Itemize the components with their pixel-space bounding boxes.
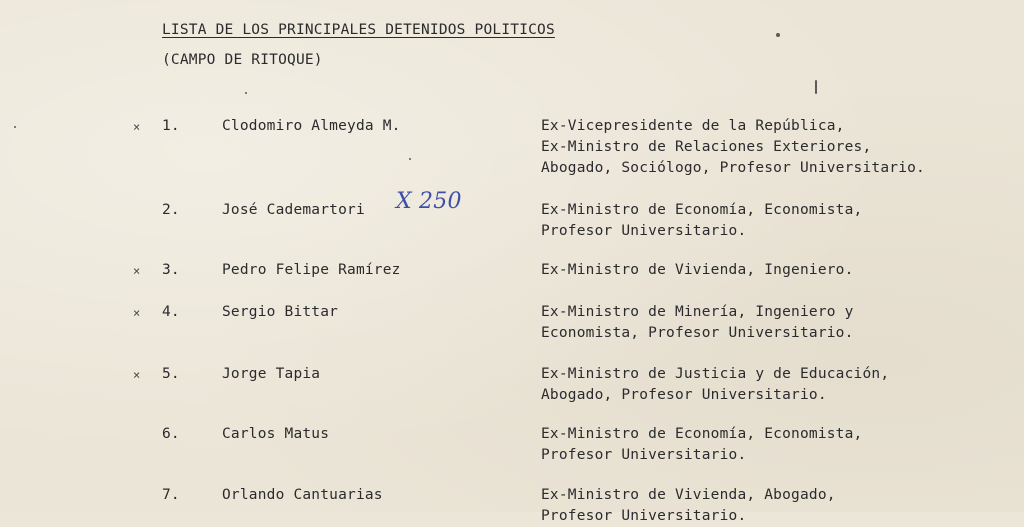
paper-speck	[245, 92, 247, 94]
description-line: Ex-Ministro de Minería, Ingeniero y	[541, 304, 854, 320]
detainee-description	[541, 200, 1021, 242]
detainee-name: Clodomiro Almeyda M.	[222, 118, 401, 134]
detainee-name: Sergio Bittar	[222, 304, 339, 320]
description-line: Profesor Universitario.	[541, 508, 747, 524]
document-subtitle: (CAMPO DE RITOQUE)	[162, 52, 323, 68]
detainee-name: Carlos Matus	[222, 426, 330, 442]
entry-number: 5.	[162, 366, 180, 382]
description-line: Ex-Ministro de Economía, Economista,	[541, 202, 863, 218]
entry-number: 1.	[162, 118, 180, 134]
entry-number: 4.	[162, 304, 180, 320]
detainee-description	[541, 485, 1021, 527]
handwritten-note: X 250	[396, 189, 462, 214]
detainee-description	[541, 364, 1021, 406]
entry-number: 6.	[162, 426, 180, 442]
handwritten-check-mark: ×	[133, 368, 141, 382]
detainee-description	[541, 302, 1021, 344]
handwritten-check-mark: ×	[133, 120, 141, 134]
detainee-name: Jorge Tapia	[222, 366, 321, 382]
entry-number: 3.	[162, 262, 180, 278]
paper-speck	[14, 126, 16, 128]
detainee-description	[541, 116, 1021, 179]
description-line: Profesor Universitario.	[541, 447, 747, 463]
paper-speck	[776, 33, 780, 37]
description-line: Ex-Ministro de Economía, Economista,	[541, 426, 863, 442]
entry-number: 2.	[162, 202, 180, 218]
description-line: Profesor Universitario.	[541, 223, 747, 239]
paper-speck	[815, 80, 817, 94]
document-title: LISTA DE LOS PRINCIPALES DETENIDOS POLITICOS	[162, 22, 555, 38]
description-line: Ex-Ministro de Justicia y de Educación,	[541, 366, 890, 382]
handwritten-check-mark: ×	[133, 264, 141, 278]
description-line: Ex-Ministro de Relaciones Exteriores,	[541, 139, 872, 155]
detainee-description	[541, 424, 1021, 466]
description-line: Abogado, Profesor Universitario.	[541, 387, 827, 403]
handwritten-check-mark: ×	[133, 306, 141, 320]
description-line: Ex-Vicepresidente de la República,	[541, 118, 845, 134]
detainee-name: Pedro Felipe Ramírez	[222, 262, 401, 278]
detainee-name: Orlando Cantuarias	[222, 487, 383, 503]
entry-number: 7.	[162, 487, 180, 503]
paper-speck	[409, 158, 411, 160]
description-line: Economista, Profesor Universitario.	[541, 325, 854, 341]
detainee-name: José Cademartori	[222, 202, 365, 218]
description-line: Ex-Ministro de Vivienda, Abogado,	[541, 487, 836, 503]
detainee-description	[541, 260, 1021, 281]
description-line: Abogado, Sociólogo, Profesor Universitario.	[541, 160, 925, 176]
description-line: Ex-Ministro de Vivienda, Ingeniero.	[541, 262, 854, 278]
